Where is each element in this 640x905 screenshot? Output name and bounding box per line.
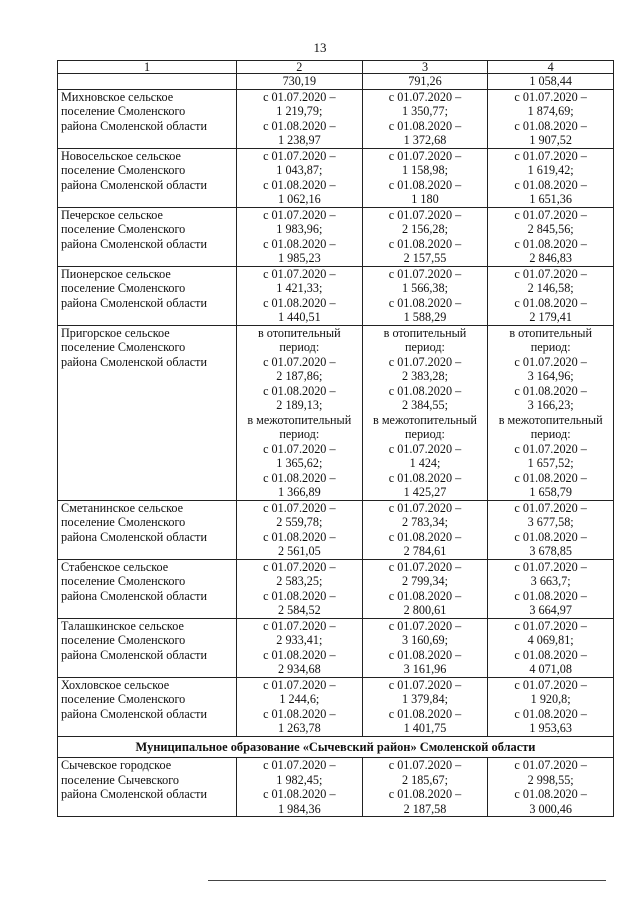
cell-line: поселение Смоленского <box>61 692 186 706</box>
tariff-cell-col2 <box>237 148 363 207</box>
tariff-cell-col2 <box>237 266 363 325</box>
tariff-cell-col3 <box>362 89 488 148</box>
cell-line: 2 934,68 <box>278 662 321 676</box>
cell-line: 2 383,28; <box>401 369 448 383</box>
cell-line: 1 379,84; <box>401 692 448 706</box>
cell-line: с 01.08.2020 – <box>388 588 462 603</box>
cell-line: 2 846,83 <box>529 251 572 265</box>
cell-line: с 01.08.2020 – <box>514 529 587 544</box>
cell-line: 1 907,52 <box>529 133 572 147</box>
table-row <box>58 266 614 325</box>
cell-line: поселение Смоленского <box>61 515 186 529</box>
settlement-name-cell <box>58 325 237 500</box>
cell-line: 1 619,42; <box>527 163 574 177</box>
continued-row <box>58 74 614 90</box>
cell-line: Новосельское сельское <box>61 148 181 163</box>
tariff-table <box>57 60 614 817</box>
table-row <box>58 677 614 736</box>
tariff-cell-col4 <box>488 148 614 207</box>
cell-line: с 01.07.2020 – <box>388 618 462 633</box>
cell-line: района Смоленской области <box>61 295 207 310</box>
cell-line: района Смоленской области <box>61 236 207 251</box>
settlement-name-cell <box>58 89 237 148</box>
tariff-cell-col2 <box>237 500 363 559</box>
cell-line: поселение Смоленского <box>61 163 186 177</box>
cell-line: с 01.08.2020 – <box>514 706 587 721</box>
tariff-cell-col3 <box>362 500 488 559</box>
continued-value-3: 791,26 <box>362 74 488 90</box>
cell-line: 2 584,52 <box>278 603 321 617</box>
cell-line: в межотопительный <box>373 412 477 427</box>
cell-line: с 01.07.2020 – <box>263 618 336 633</box>
table-row <box>58 207 614 266</box>
cell-line: с 01.08.2020 – <box>388 529 462 544</box>
cell-line: в межотопительный <box>247 412 352 427</box>
cell-line: с 01.08.2020 – <box>263 787 336 801</box>
continued-name-cell <box>58 74 237 90</box>
cell-line: района Смоленской области <box>61 787 207 801</box>
tariff-cell-col3 <box>362 148 488 207</box>
cell-line: с 01.07.2020 – <box>514 500 587 515</box>
cell-line: 1 350,77; <box>401 104 448 118</box>
cell-line: Сычевское городское <box>61 758 172 772</box>
tariff-cell-col3 <box>362 325 488 500</box>
tariff-cell-col4 <box>488 207 614 266</box>
cell-line: в отопительный <box>509 325 592 340</box>
cell-line: Талашкинское сельское <box>61 618 184 633</box>
cell-line: период: <box>530 340 571 354</box>
cell-line: с 01.07.2020 – <box>263 441 336 456</box>
cell-line: 2 146,58; <box>527 281 574 295</box>
tariff-cell-col2 <box>237 618 363 677</box>
table-row <box>58 148 614 207</box>
cell-line: с 01.07.2020 – <box>388 500 462 515</box>
cell-line: 2 187,86; <box>276 369 323 383</box>
cell-line: с 01.07.2020 – <box>514 89 587 104</box>
cell-line: с 01.07.2020 – <box>263 207 336 222</box>
cell-line: с 01.07.2020 – <box>388 207 462 222</box>
table-row <box>58 89 614 148</box>
cell-line: 1 651,36 <box>529 192 572 206</box>
cell-line: с 01.07.2020 – <box>514 266 587 281</box>
cell-line: поселение Смоленского <box>61 281 186 295</box>
cell-line: 1 372,68 <box>403 133 447 147</box>
cell-line: 1 588,29 <box>403 310 447 324</box>
cell-line: 3 164,96; <box>527 369 574 383</box>
cell-line: 2 179,41 <box>529 310 572 324</box>
cell-line: Стабенское сельское <box>61 559 169 574</box>
header-row <box>58 61 614 74</box>
tariff-cell-col3 <box>362 266 488 325</box>
cell-line: 1 984,36 <box>278 801 321 816</box>
cell-line: с 01.07.2020 – <box>514 207 587 222</box>
tariff-cell-col4 <box>488 559 614 618</box>
cell-line: с 01.08.2020 – <box>388 706 462 721</box>
cell-line: 2 156,28; <box>401 222 448 236</box>
cell-line: 2 185,67; <box>401 772 448 787</box>
cell-line: 2 561,05 <box>278 544 321 558</box>
settlement-name-cell <box>58 559 237 618</box>
settlement-name-cell <box>58 677 237 736</box>
cell-line: с 01.08.2020 – <box>263 236 336 251</box>
cell-line: с 01.07.2020 – <box>263 148 336 163</box>
cell-line: с 01.07.2020 – <box>388 559 462 574</box>
settlement-name-cell <box>58 500 237 559</box>
cell-line: с 01.08.2020 – <box>514 647 587 662</box>
cell-line: с 01.07.2020 – <box>514 148 587 163</box>
tariff-cell-col4 <box>488 89 614 148</box>
cell-line: с 01.08.2020 – <box>263 177 336 192</box>
cell-line: 2 783,34; <box>401 515 448 529</box>
settlement-name-cell <box>58 618 237 677</box>
cell-line: с 01.08.2020 – <box>388 295 462 310</box>
cell-line: период: <box>279 427 320 441</box>
section-header-row <box>58 736 614 758</box>
cell-line: 3 166,23; <box>527 398 574 412</box>
cell-line: района Смоленской области <box>61 706 207 721</box>
cell-line: с 01.08.2020 – <box>263 706 336 721</box>
cell-line: Пионерское сельское <box>61 266 171 281</box>
cell-line: с 01.07.2020 – <box>263 89 336 104</box>
cell-line: с 01.08.2020 – <box>263 118 336 133</box>
cell-line: 1 062,16 <box>278 192 321 206</box>
cell-line: с 01.07.2020 – <box>263 677 336 692</box>
cell-line: с 01.08.2020 – <box>514 118 587 133</box>
cell-line: 2 784,61 <box>403 544 447 558</box>
cell-line: 1 244,6; <box>279 692 320 706</box>
cell-line: с 01.07.2020 – <box>388 266 462 281</box>
cell-line: с 01.07.2020 – <box>514 677 587 692</box>
cell-line: 1 219,79; <box>276 104 323 118</box>
cell-line: 3 161,96 <box>403 662 447 676</box>
cell-line: Печерское сельское <box>61 207 163 222</box>
cell-line: 1 982,45; <box>276 772 323 787</box>
table-row <box>58 618 614 677</box>
cell-line: 1 425,27 <box>403 485 447 499</box>
cell-line: 2 384,55; <box>401 398 448 412</box>
cell-line: 1 566,38; <box>401 281 448 295</box>
cell-line: с 01.08.2020 – <box>263 295 336 310</box>
cell-line: района Смоленской области <box>61 118 207 133</box>
tariff-cell-col4 <box>488 677 614 736</box>
cell-line: 1 424; <box>409 456 441 470</box>
tariff-cell-col2 <box>237 559 363 618</box>
cell-line: с 01.08.2020 – <box>388 383 462 398</box>
cell-line: с 01.08.2020 – <box>388 177 462 192</box>
cell-line: с 01.08.2020 – <box>388 236 462 251</box>
cell-line: с 01.07.2020 – <box>514 758 587 772</box>
cell-line: поселение Сычевского <box>61 772 180 787</box>
tariff-cell-col2 <box>237 677 363 736</box>
cell-line: Сметанинское сельское <box>61 500 184 515</box>
cell-line: с 01.08.2020 – <box>263 470 336 485</box>
cell-line: 3 678,85 <box>529 544 572 558</box>
cell-line: период: <box>405 340 445 354</box>
cell-line: с 01.07.2020 – <box>388 758 462 772</box>
cell-line: период: <box>405 427 445 441</box>
cell-line: 2 799,34; <box>401 574 448 588</box>
settlement-name-cell <box>58 266 237 325</box>
cell-line: Хохловское сельское <box>61 677 170 692</box>
cell-line: поселение Смоленского <box>61 222 186 236</box>
cell-line: 2 187,58 <box>403 801 447 816</box>
header-cell-4: 4 <box>488 61 614 74</box>
tariff-cell-col3 <box>362 559 488 618</box>
settlement-name-cell <box>58 758 237 817</box>
cell-line: 2 189,13; <box>276 398 323 412</box>
cell-line: 1 158,98; <box>401 163 448 177</box>
cell-line: с 01.07.2020 – <box>263 266 336 281</box>
cell-line: 3 663,7; <box>530 574 571 588</box>
cell-line: 1 366,89 <box>278 485 321 499</box>
table-row <box>58 325 614 500</box>
cell-line: с 01.08.2020 – <box>514 383 587 398</box>
cell-line: в отопительный <box>383 325 467 340</box>
cell-line: Пригорское сельское <box>61 325 170 340</box>
page-number: 13 <box>313 40 327 55</box>
cell-line: с 01.08.2020 – <box>263 529 336 544</box>
cell-line: 1 920,8; <box>530 692 571 706</box>
cell-line: с 01.08.2020 – <box>514 787 587 801</box>
cell-line: с 01.07.2020 – <box>263 354 336 369</box>
tariff-cell-col2 <box>237 89 363 148</box>
cell-line: 1 440,51 <box>278 310 321 324</box>
cell-line: с 01.08.2020 – <box>514 295 587 310</box>
settlement-name-cell <box>58 207 237 266</box>
cell-line: период: <box>279 340 320 354</box>
cell-line: период: <box>530 427 571 441</box>
cell-line: с 01.08.2020 – <box>514 177 587 192</box>
tariff-cell-col4 <box>488 266 614 325</box>
cell-line: района Смоленской области <box>61 354 207 369</box>
cell-line: 1 953,63 <box>529 721 572 735</box>
cell-line: 2 845,56; <box>527 222 574 236</box>
cell-line: 1 658,79 <box>529 485 572 499</box>
header-cell-2: 2 <box>237 61 363 74</box>
cell-line: с 01.08.2020 – <box>514 470 587 485</box>
cell-line: 1 238,97 <box>278 133 321 147</box>
table-row <box>58 758 614 817</box>
cell-line: с 01.08.2020 – <box>263 383 336 398</box>
cell-line: с 01.07.2020 – <box>388 677 462 692</box>
cell-line: с 01.08.2020 – <box>263 647 336 662</box>
cell-line: района Смоленской области <box>61 177 207 192</box>
cell-line: 1 365,62; <box>276 456 323 470</box>
cell-line: поселение Смоленского <box>61 633 186 647</box>
cell-line: 4 071,08 <box>529 662 572 676</box>
header-cell-3: 3 <box>362 61 488 74</box>
cell-line: 1 401,75 <box>403 721 447 735</box>
cell-line: с 01.07.2020 – <box>514 441 587 456</box>
cell-line: с 01.08.2020 – <box>388 470 462 485</box>
cell-line: с 01.07.2020 – <box>263 500 336 515</box>
settlement-name-cell <box>58 148 237 207</box>
section-title: Муниципальное образование «Сычевский район» Смоленской области <box>58 736 614 758</box>
cell-line: 2 559,78; <box>276 515 323 529</box>
cell-line: с 01.08.2020 – <box>388 647 462 662</box>
tariff-cell-col2 <box>237 207 363 266</box>
cell-line: 3 000,46 <box>529 801 572 816</box>
cell-line: с 01.07.2020 – <box>263 758 336 772</box>
tariff-cell-col3 <box>362 207 488 266</box>
cell-line: Михновское сельское <box>61 89 174 104</box>
cell-line: 3 677,58; <box>527 515 574 529</box>
tariff-cell-col4 <box>488 325 614 500</box>
table-row <box>58 500 614 559</box>
cell-line: с 01.07.2020 – <box>263 559 336 574</box>
cell-line: 1 043,87; <box>276 163 323 177</box>
footer-divider <box>208 880 606 881</box>
tariff-cell-col3 <box>362 758 488 817</box>
cell-line: 2 583,25; <box>276 574 323 588</box>
cell-line: поселение Смоленского <box>61 574 186 588</box>
cell-line: 4 069,81; <box>527 633 574 647</box>
cell-line: 1 421,33; <box>276 281 323 295</box>
cell-line: с 01.08.2020 – <box>388 787 462 801</box>
tariff-cell-col2 <box>237 325 363 500</box>
cell-line: 3 664,97 <box>529 603 572 617</box>
cell-line: района Смоленской области <box>61 647 207 662</box>
tariff-cell-col3 <box>362 618 488 677</box>
cell-line: 2 933,41; <box>276 633 323 647</box>
cell-line: 1 874,69; <box>527 104 574 118</box>
cell-line: 1 657,52; <box>527 456 574 470</box>
tariff-table-body <box>58 61 614 817</box>
header-cell-1: 1 <box>58 61 237 74</box>
cell-line: с 01.07.2020 – <box>388 89 462 104</box>
cell-line: поселение Смоленского <box>61 340 186 354</box>
tariff-cell-col4 <box>488 500 614 559</box>
cell-line: с 01.07.2020 – <box>514 618 587 633</box>
cell-line: 3 160,69; <box>401 633 448 647</box>
cell-line: с 01.07.2020 – <box>388 148 462 163</box>
cell-line: района Смоленской области <box>61 529 207 544</box>
continued-value-4: 1 058,44 <box>488 74 614 90</box>
cell-line: 1 263,78 <box>278 721 321 735</box>
continued-value-2: 730,19 <box>237 74 363 90</box>
tariff-cell-col3 <box>362 677 488 736</box>
cell-line: 1 985,23 <box>278 251 321 265</box>
cell-line: 1 983,96; <box>276 222 323 236</box>
table-row <box>58 559 614 618</box>
cell-line: с 01.08.2020 – <box>263 588 336 603</box>
cell-line: 2 157,55 <box>403 251 447 265</box>
cell-line: 2 998,55; <box>527 772 574 787</box>
cell-line: района Смоленской области <box>61 588 207 603</box>
cell-line: 2 800,61 <box>403 603 447 617</box>
tariff-cell-col4 <box>488 618 614 677</box>
cell-line: с 01.07.2020 – <box>388 441 462 456</box>
cell-line: с 01.07.2020 – <box>514 354 587 369</box>
cell-line: с 01.07.2020 – <box>514 559 587 574</box>
cell-line: с 01.07.2020 – <box>388 354 462 369</box>
cell-line: в межотопительный <box>498 412 603 427</box>
cell-line: в отопительный <box>258 325 341 340</box>
cell-line: с 01.08.2020 – <box>514 236 587 251</box>
cell-line: поселение Смоленского <box>61 104 186 118</box>
tariff-cell-col4 <box>488 758 614 817</box>
cell-line: с 01.08.2020 – <box>514 588 587 603</box>
tariff-cell-col2 <box>237 758 363 817</box>
cell-line: с 01.08.2020 – <box>388 118 462 133</box>
cell-line: 1 180 <box>411 192 439 206</box>
